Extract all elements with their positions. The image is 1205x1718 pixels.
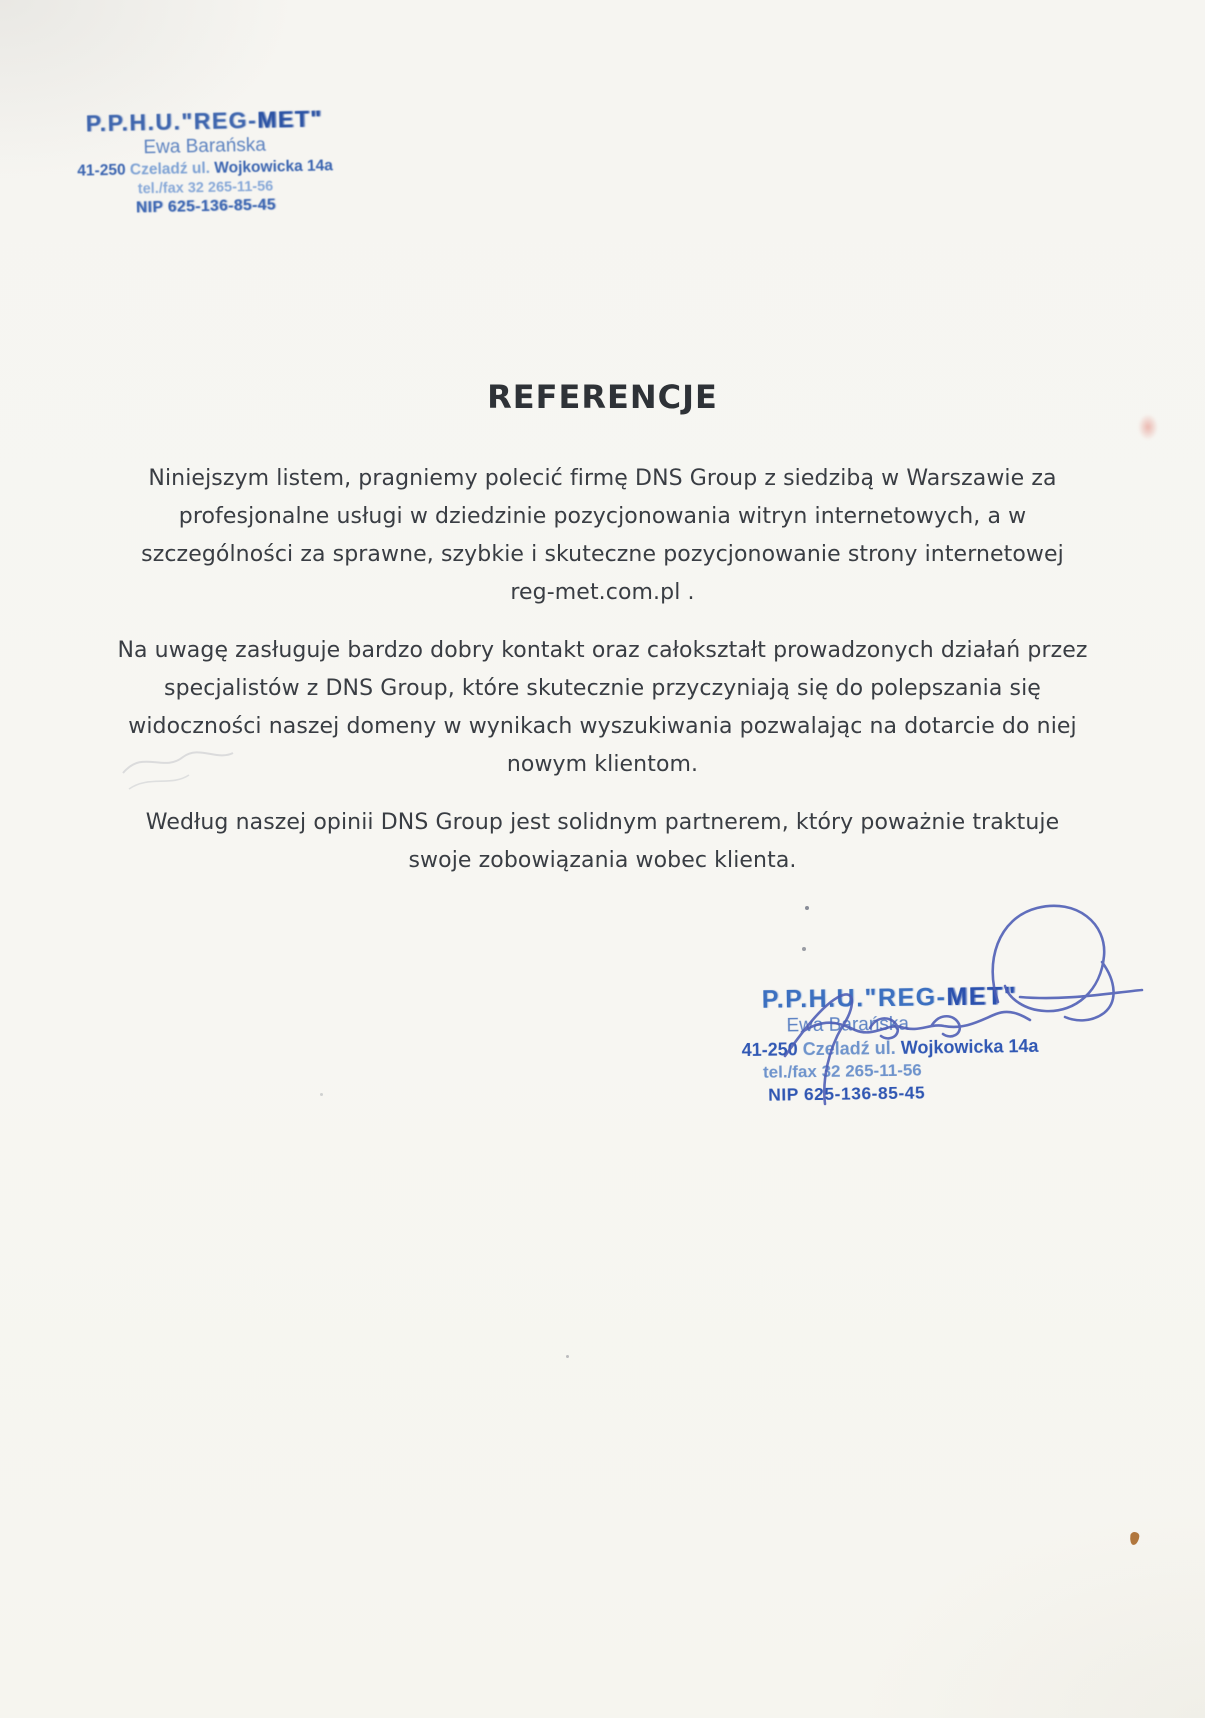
scan-speck [805, 906, 809, 910]
letter-title: REFERENCJE [487, 378, 718, 416]
paragraph-line: profesjonalne usługi w dziedzinie pozycjonowania witryn internetowych, a w [178, 504, 1027, 529]
paragraph-line: Na uwagę zasługuje bardzo dobry kontakt oraz całokształt prowadzonych działań przez [117, 638, 1088, 663]
paragraph-line: specjalistów z DNS Group, które skutecznie przyczyniają się do polepszania się [164, 676, 1041, 701]
paragraph-line: Według naszej opinii DNS Group jest solidnym partnerem, który poważnie traktuje [145, 810, 1060, 835]
paragraph-line: widoczności naszej domeny w wynikach wyszukiwania pozwalając na dotarcie do niej [128, 714, 1077, 739]
paragraph-1 [50, 460, 1155, 612]
stamp-owner-name: Ewa Barańska [786, 1013, 910, 1037]
paragraph-line: nowym klientom. [506, 752, 699, 777]
stamp-owner-name: Ewa Barańska [143, 134, 267, 159]
paragraph-line: szczególności za sprawne, szybkie i skuteczne pozycjonowanie strony internetowej [141, 542, 1064, 567]
paragraph-line: reg-met.com.pl . [510, 580, 695, 605]
stamp-phone: tel./fax 32 265-11-56 [137, 178, 274, 198]
stamp-nip: NIP 625-136-85-45 [135, 196, 277, 217]
paragraph-line: swoje zobowiązania wobec klienta. [408, 848, 797, 873]
paragraph-line: Niniejszym listem, pragniemy polecić firmę DNS Group z siedzibą w Warszawie za [148, 466, 1057, 491]
stamp-company-name: P.P.H.U."REG-MET" [761, 982, 1018, 1014]
stamp-company-name: P.P.H.U."REG-MET" [85, 105, 323, 137]
brown-ink-speck [1129, 1531, 1140, 1545]
pink-scan-smudge [1138, 414, 1158, 440]
scan-speck [566, 1355, 569, 1358]
stamp-address: 41-250 Czeladź ul. Wojkowicka 14a [77, 157, 334, 180]
scan-speck [320, 1093, 323, 1096]
handwritten-signature [690, 860, 1170, 1130]
stamp-nip: NIP 625-136-85-45 [768, 1082, 926, 1105]
faint-pen-mark [115, 715, 245, 810]
stamp-address: 41-250 Czeladź ul. Wojkowicka 14a [741, 1035, 1039, 1061]
company-stamp-top [69, 105, 341, 219]
scan-speck [802, 947, 806, 951]
stamp-phone: tel./fax 32 265-11-56 [762, 1060, 922, 1082]
